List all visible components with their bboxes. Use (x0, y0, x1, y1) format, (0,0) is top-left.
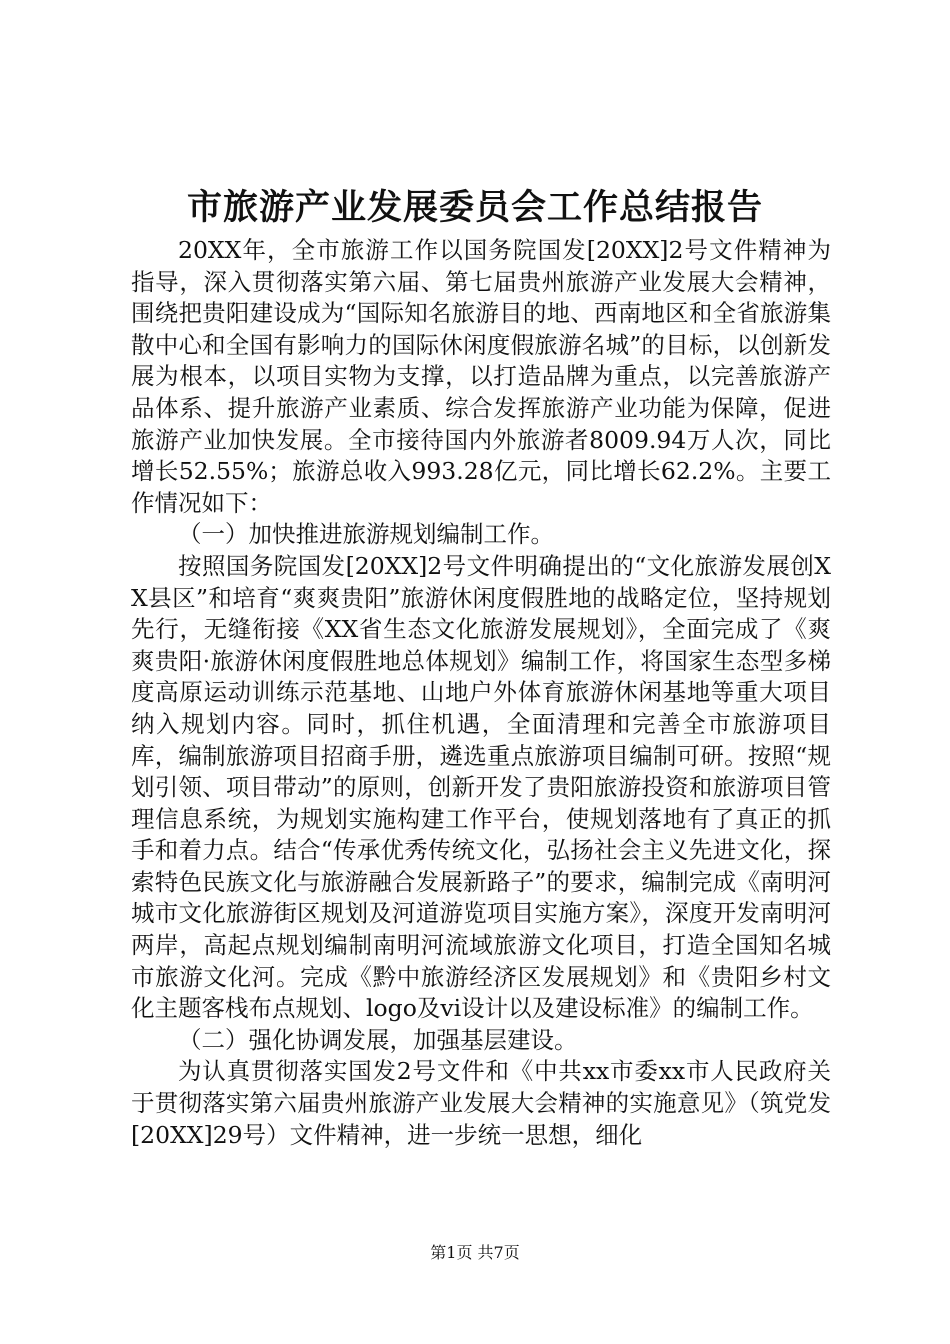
paragraph-intro: 20XX年，全市旅游工作以国务院国发[20XX]2号文件精神为指导，深入贯彻落实第六届、第七届贵州旅游产业发展大会精神，围绕把贵阳建设成为“国际知名旅游目的地、西南地区和全省旅游集散中心和全国有影响力的国际休闲度假旅游名城”的目标，以创新发展为根本，以项目实物为支撑，以打造品牌为重点，以完善旅游产品体系、提升旅游产业素质、综合发挥旅游产业功能为保障，促进旅游产业加快发展。全市接待国内外旅游者8009.94万人次，同比增长52.55%；旅游总收入993.28亿元，同比增长62.2%。主要工作情况如下： (131, 236, 831, 517)
document-body (131, 235, 831, 1151)
page-footer: 第1页 共7页 (430, 1243, 520, 1262)
page-title: 市旅游产业发展委员会工作总结报告 (186, 187, 763, 228)
section-heading-2: （二）强化协调发展，加强基层建设。 (178, 1025, 578, 1054)
paragraph-planning: 按照国务院国发[20XX]2号文件明确提出的“文化旅游发展创XX县区”和培育“爽爽贵阳”旅游休闲度假胜地的战略定位，坚持规划先行，无缝衔接《XX省生态文化旅游发展规划》，全面完成了《爽爽贵阳·旅游休闲度假胜地总体规划》编制工作，将国家生态型多梯度高原运动训练示范基地、山地户外体育旅游休闲基地等重大项目纳入规划内容。同时，抓住机遇，全面清理和完善全市旅游项目库，编制旅游项目招商手册，遴选重点旅游项目编制可研。按照“规划引领、项目带动”的原则，创新开发了贵阳旅游投资和旅游项目管理信息系统，为规划实施构建工作平台，使规划落地有了真正的抓手和着力点。结合“传承优秀传统文化，弘扬社会主义先进文化，探索特色民族文化与旅游融合发展新路子”的要求，编制完成《南明河城市文化旅游街区规划及河道游览项目实施方案》，深度开发南明河两岸，高起点规划编制南明河流域旅游文化项目，打造全国知名城市旅游文化河。完成《黔中旅游经济区发展规划》和《贵阳乡村文化主题客栈布点规划、logo及vi设计以及建设标准》的编制工作。 (131, 551, 831, 1023)
paragraph-coordination: 为认真贯彻落实国发2号文件和《中共xx市委xx市人民政府关于贯彻落实第六届贵州旅游产业发展大会精神的实施意见》（筑党发[20XX]29号）文件精神，进一步统一思想，细化 (131, 1057, 831, 1149)
section-heading-1: （一）加快推进旅游规划编制工作。 (178, 520, 554, 549)
